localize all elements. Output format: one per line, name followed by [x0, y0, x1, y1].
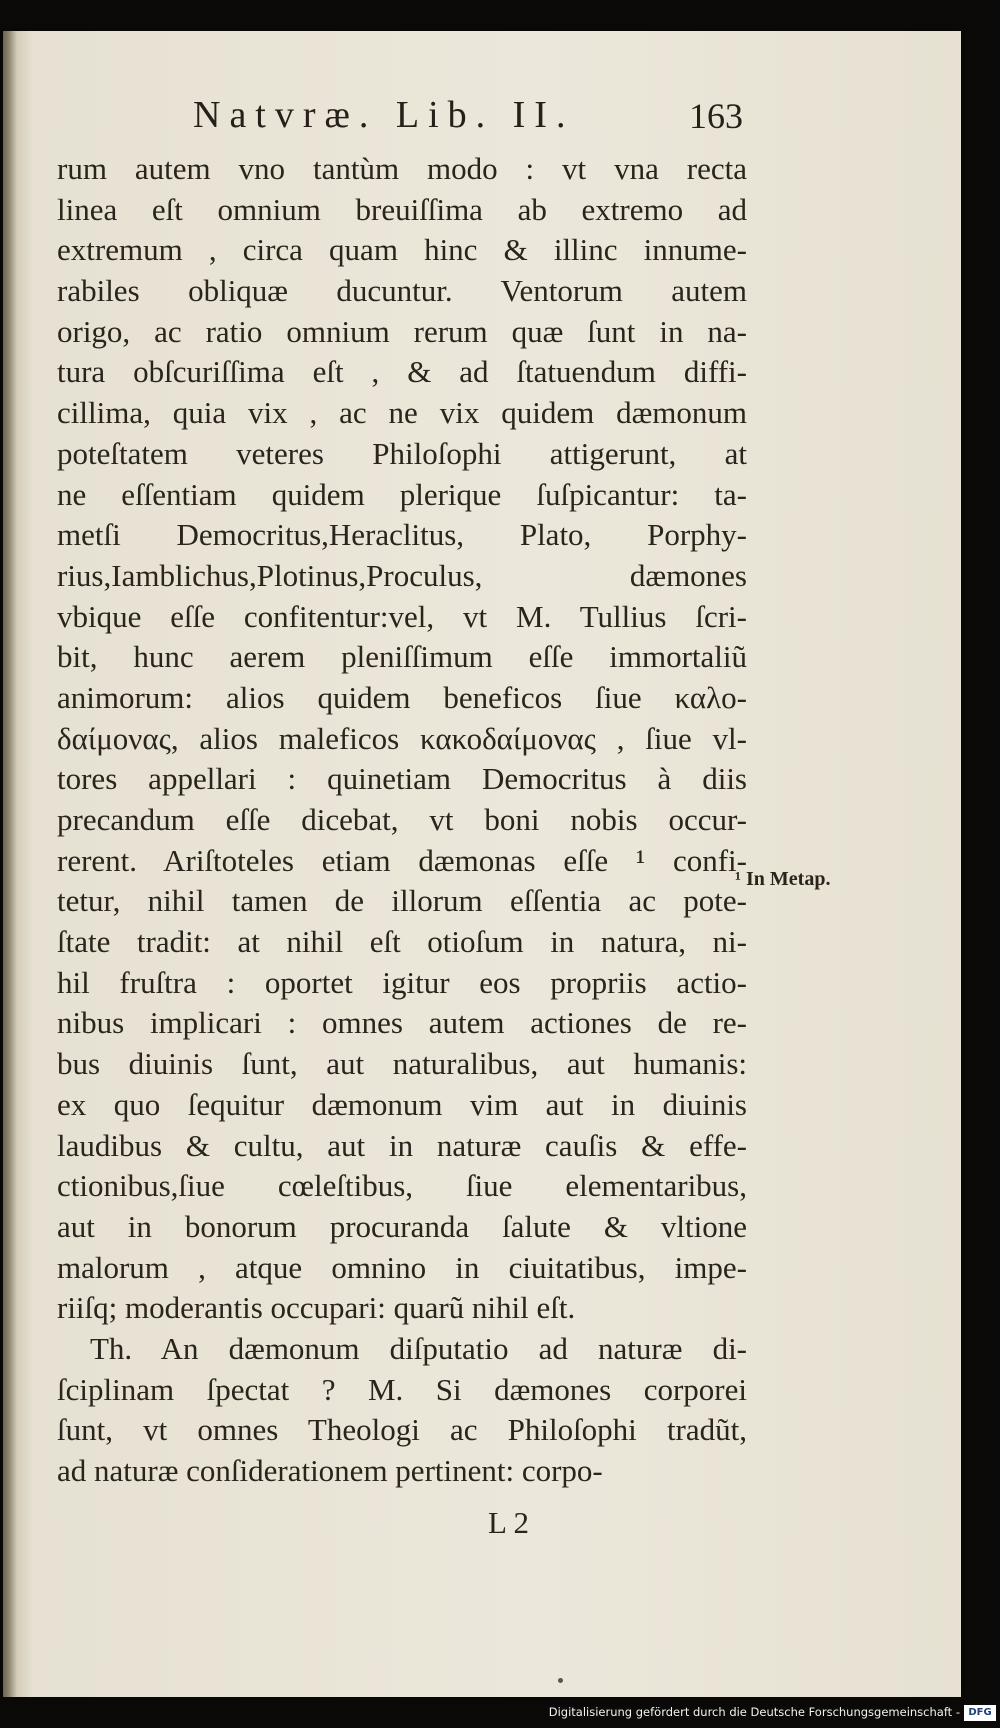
text-line: ne eſſentiam quidem plerique ſuſpicantur: ta-: [57, 476, 747, 512]
text-line: laudibus & cultu, aut in naturæ cauſis & effe-: [57, 1127, 747, 1163]
text-line: ex quo ſequitur dæmonum vim aut in diuinis: [57, 1086, 747, 1122]
signature-mark: L 2: [488, 1505, 530, 1540]
text-line: rum autem vno tantùm modo : vt vna recta: [57, 151, 747, 186]
dfg-logo-icon: DFG: [964, 1705, 996, 1721]
text-line: rius,Iamblichus,Plotinus,Proculus, dæmones: [57, 557, 747, 593]
text-line: aut in bonorum procuranda ſalute & vltione: [57, 1208, 747, 1244]
margin-note: ¹ In Metap.: [735, 868, 831, 890]
text-line: ſunt, vt omnes Theologi ac Philoſophi tradũt,: [57, 1412, 747, 1448]
text-line: bit, hunc aerem pleniſſimum eſſe immortaliũ: [57, 639, 747, 675]
text-line: riiſq; moderantis occupari: quarũ nihil eſt.: [57, 1290, 576, 1326]
text-line: tores appellari : quinetiam Democritus à diis: [57, 761, 747, 797]
text-line: Th. An dæmonum diſputatio ad naturæ di-: [90, 1330, 747, 1366]
text-line: malorum , atque omnino in ciuitatibus, impe-: [57, 1249, 747, 1285]
text-line: tura obſcuriſſima eſt , & ad ſtatuendum diffi-: [57, 354, 747, 390]
text-line: poteſtatem veteres Philoſophi attigerunt, at: [57, 435, 747, 471]
body-text: [57, 149, 747, 1492]
text-line: linea eſt omnium breuiſſima ab extremo ad: [57, 191, 747, 227]
text-line: animorum: alios quidem beneficos ſiue καλο-: [57, 679, 747, 715]
running-head: [3, 93, 961, 143]
text-line: ad naturæ conſiderationem pertinent: corpo-: [57, 1453, 603, 1488]
text-line: vbique eſſe confitentur:vel, vt M. Tullius ſcri-: [57, 598, 747, 634]
footer-bar: [0, 1697, 1000, 1728]
text-line: extremum , circa quam hinc & illinc innume-: [57, 232, 747, 268]
text-line: cillima, quia vix , ac ne vix quidem dæmonum: [57, 395, 747, 431]
text-line: precandum eſſe dicebat, vt boni nobis occur-: [57, 802, 747, 837]
running-head-title: Natvræ. Lib. II.: [193, 94, 575, 136]
text-line: tetur, nihil tamen de illorum eſſentia ac pote-: [57, 883, 747, 919]
paper-speck: [558, 1678, 563, 1683]
book-page: [3, 31, 961, 1697]
text-line: metſi Democritus,Heraclitus, Plato, Porphy-: [57, 517, 747, 553]
text-line: bus diuinis ſunt, aut naturalibus, aut humanis:: [57, 1046, 747, 1082]
text-line: nibus implicari : omnes autem actiones de re-: [57, 1005, 747, 1041]
funding-credit: Digitalisierung gefördert durch die Deutsche Forschungsgemeinschaft -: [548, 1705, 960, 1719]
text-line: rabiles obliquæ ducuntur. Ventorum autem: [57, 273, 747, 309]
text-line: ſciplinam ſpectat ? M. Si dæmones corporei: [57, 1371, 747, 1407]
text-line: rerent. Ariſtoteles etiam dæmonas eſſe ¹ confi-: [57, 842, 747, 878]
text-line: ſtate tradit: at nihil eſt otioſum in natura, ni-: [57, 924, 747, 960]
text-line: ctionibus,ſiue cœleſtibus, ſiue elementaribus,: [57, 1168, 747, 1204]
text-line: δαίμονας, alios maleficos κακοδαίμονας , ſiue vl-: [57, 720, 747, 756]
text-line: hil fruſtra : oportet igitur eos propriis actio-: [57, 964, 747, 1000]
text-line: origo, ac ratio omnium rerum quæ ſunt in na-: [57, 313, 747, 349]
page-number: 163: [689, 96, 743, 136]
